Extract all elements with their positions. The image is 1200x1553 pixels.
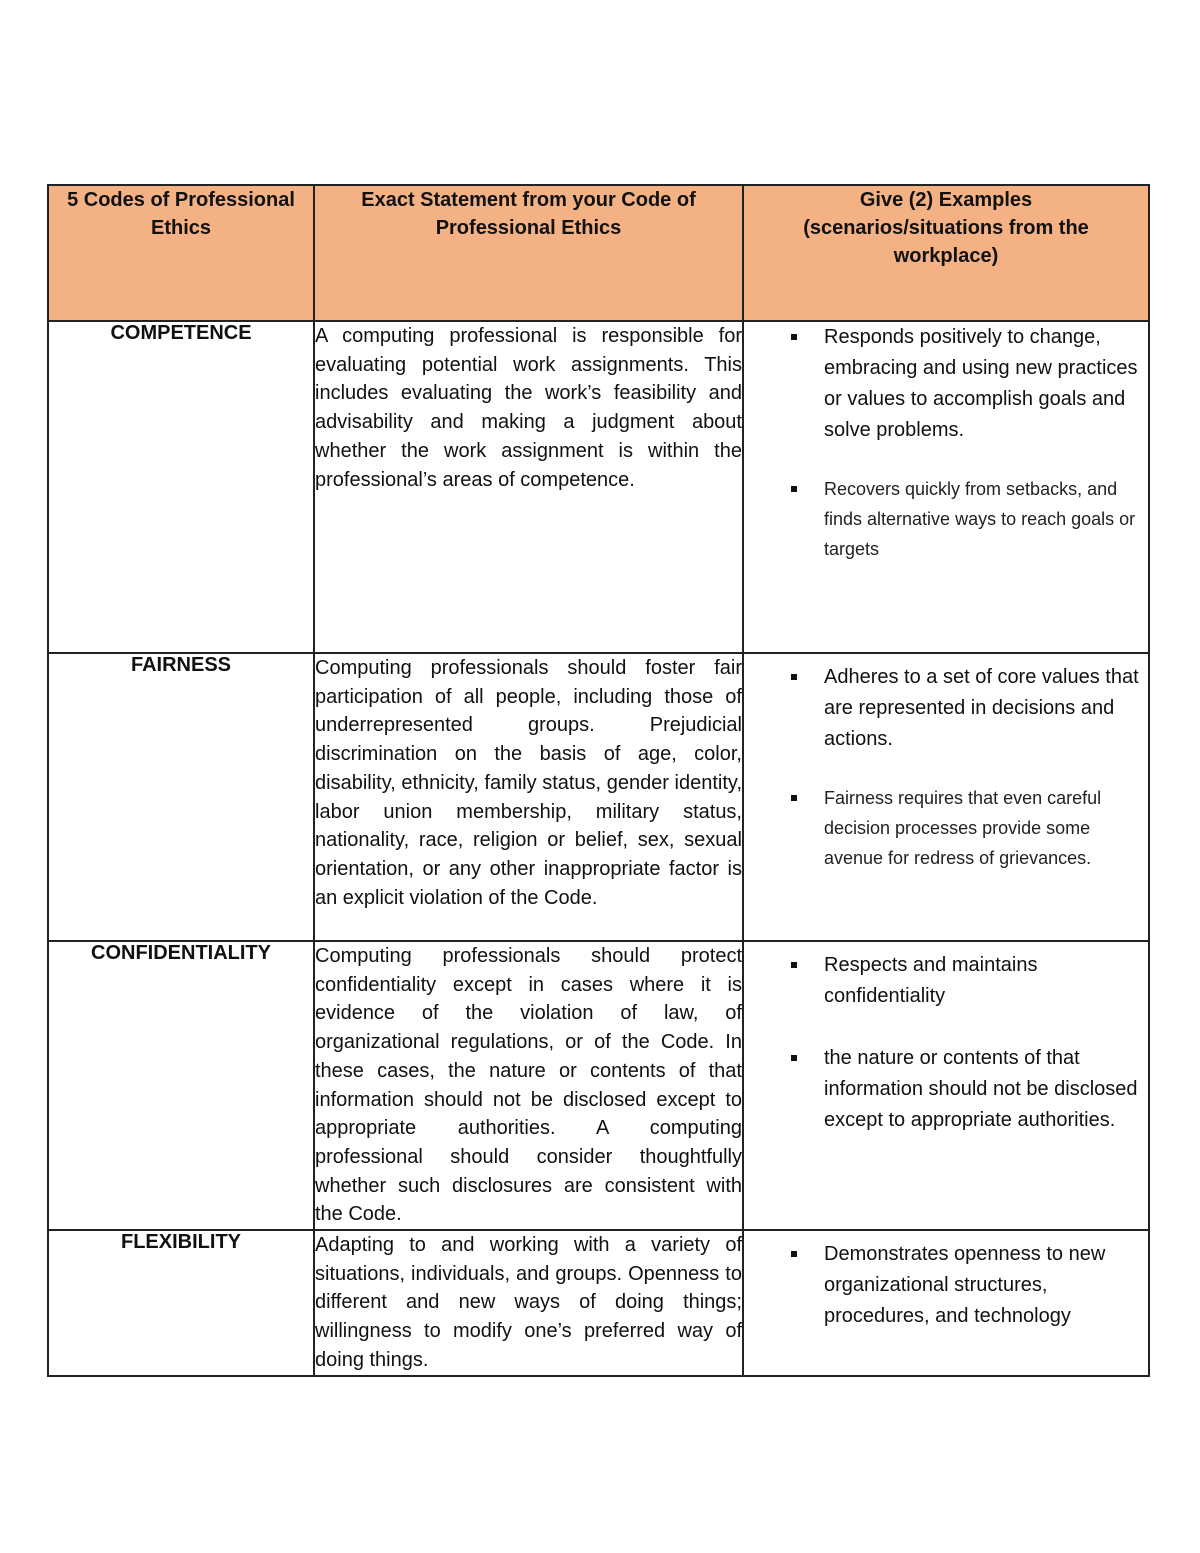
examples-cell [743,653,1149,941]
header-statement: Exact Statement from your Code of Professional Ethics [314,185,743,321]
example-item: Fairness requires that even careful decision processes provide some avenue for redress of grievances. [744,783,1148,873]
examples-list [744,1239,1148,1332]
header-row [48,185,1149,321]
table-row [48,941,1149,1230]
code-name: COMPETENCE [48,321,314,653]
examples-list [744,950,1148,1136]
code-name: FLEXIBILITY [48,1230,314,1376]
code-statement: A computing professional is responsible for evaluating potential work assignments. This includes evaluating the work’s feasibility and advisability and making a judgment about whether the work assignment is within the professional’s areas of competence. [314,321,743,653]
examples-list [744,322,1148,564]
examples-list [744,662,1148,873]
table-row [48,1230,1149,1376]
examples-cell [743,321,1149,653]
ethics-table [47,184,1150,1377]
example-item: Demonstrates openness to new organizational structures, procedures, and technology [744,1239,1148,1332]
example-item: Responds positively to change, embracing and using new practices or values to accomplish goals and solve problems. [744,322,1148,446]
example-item: Recovers quickly from setbacks, and finds alternative ways to reach goals or targets [744,474,1148,564]
example-item: Respects and maintains confidentiality [744,950,1148,1012]
code-name: FAIRNESS [48,653,314,941]
examples-cell [743,1230,1149,1376]
examples-cell [743,941,1149,1230]
code-statement: Computing professionals should foster fair participation of all people, including those of underrepresented groups. Prejudicial discrimination on the basis of age, color, disability, ethnicity, family status, gender identity, labor union membership, military status, nationality, race, religion or belief, sex, sexual orientation, or any other inappropriate factor is an explicit violation of the Code. [314,653,743,941]
code-statement: Computing professionals should protect confidentiality except in cases where it is evidence of the violation of law, of organizational regulations, or of the Code. In these cases, the nature or contents of that information should not be disclosed except to appropriate authorities. A computing professional should consider thoughtfully whether such disclosures are consistent with the Code. [314,941,743,1230]
header-codes: 5 Codes of Professional Ethics [48,185,314,321]
header-examples: Give (2) Examples (scenarios/situations from the workplace) [743,185,1149,321]
table-row [48,653,1149,941]
code-name: CONFIDENTIALITY [48,941,314,1230]
table-row [48,321,1149,653]
code-statement: Adapting to and working with a variety of situations, individuals, and groups. Openness to different and new ways of doing things; willingness to modify one’s preferred way of doing things. [314,1230,743,1376]
example-item: Adheres to a set of core values that are represented in decisions and actions. [744,662,1148,755]
example-item: the nature or contents of that information should not be disclosed except to appropriate authorities. [744,1043,1148,1136]
